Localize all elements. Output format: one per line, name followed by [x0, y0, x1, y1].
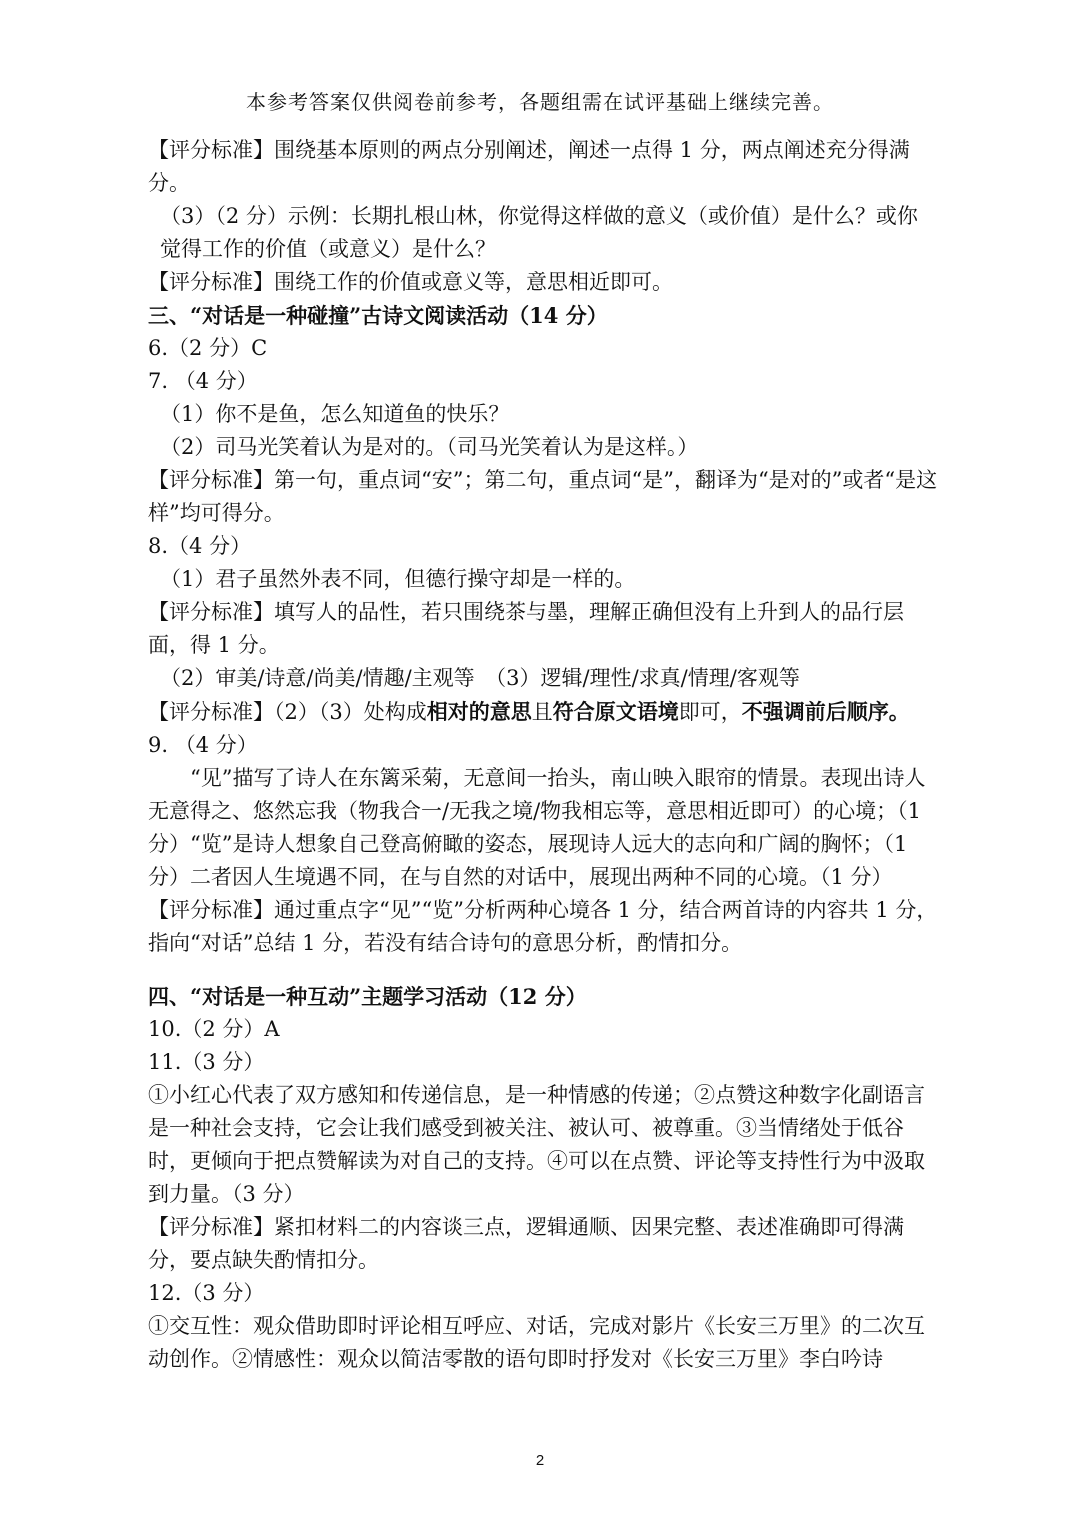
answer-paragraph: ①小红心代表了双方感知和传递信息，是一种情感的传递；②点赞这种数字化副语言是一种社会支持，它会让我们感受到被关注、被认可、被尊重。③当情绪处于低谷时，更倾向于把点赞解读为对自己的支持。④可以在点赞、评论等支持性行为中汲取到力量。（3 分） — [148, 1083, 925, 1206]
answer-paragraph: 【评分标准】围绕基本原则的两点分别阐述，阐述一点得 1 分，两点阐述充分得满分。 — [148, 138, 910, 195]
answer-paragraph: 8.（4 分） — [148, 534, 252, 558]
answer-paragraph: （3）（2 分）示例：长期扎根山林，你觉得这样做的意义（或价值）是什么？或你觉得工作的价值（或意义）是什么？ — [160, 204, 918, 261]
answer-paragraph: （1）你不是鱼，怎么知道鱼的快乐？ — [160, 402, 510, 426]
answer-paragraph: ①交互性：观众借助即时评论相互呼应、对话，完成对影片《长安三万里》的二次互动创作。②情感性：观众以简洁零散的语句即时抒发对《长安三万里》李白吟诗 — [148, 1314, 925, 1371]
answer-paragraph: 10.（2 分）A — [148, 1017, 280, 1041]
answer-paragraph: 【评分标准】第一句，重点词“安”；第二句，重点词“是”，翻译为“是对的”或者“是这样”均可得分。 — [148, 468, 938, 525]
answer-paragraph: （1）君子虽然外表不同，但德行操守却是一样的。 — [160, 567, 636, 591]
answer-paragraph: 12.（3 分） — [148, 1281, 265, 1305]
page-number: 2 — [535, 1452, 545, 1469]
section-heading: 三、“对话是一种碰撞”古诗文阅读活动（14 分） — [148, 303, 608, 328]
document-body — [148, 134, 938, 1376]
scoring-criteria-paragraph — [148, 695, 938, 729]
section-gap — [148, 960, 938, 980]
emphasis-text: 相对的意思 — [426, 699, 532, 724]
answer-paragraph: 11.（3 分） — [148, 1050, 265, 1074]
emphasis-text: 符合原文语境 — [552, 699, 679, 724]
plain-text: 且 — [531, 700, 553, 724]
plain-text: 即可， — [678, 700, 742, 724]
answer-paragraph: （2）审美/诗意/尚美/情趣/主观等 （3）逻辑/理性/求真/情理/客观等 — [160, 666, 800, 690]
plain-text: 【评分标准】（2）（3）处构成 — [148, 700, 427, 724]
answer-paragraph: 7. （4 分） — [148, 369, 258, 393]
emphasis-text: 不强调前后顺序。 — [741, 699, 910, 724]
answer-paragraph: 【评分标准】紧扣材料二的内容谈三点，逻辑通顺、因果完整、表述准确即可得满分，要点缺失酌情扣分。 — [148, 1215, 904, 1272]
answer-paragraph: （2）司马光笑着认为是对的。（司马光笑着认为是这样。） — [160, 435, 699, 459]
section-heading: 四、“对话是一种互动”主题学习活动（12 分） — [148, 984, 587, 1009]
answer-paragraph: 9. （4 分） — [148, 733, 258, 757]
answer-paragraph: 6.（2 分）C — [148, 336, 268, 360]
answer-paragraph: “见”描写了诗人在东篱采菊，无意间一抬头，南山映入眼帘的情景。表现出诗人无意得之、悠然忘我（物我合一/无我之境/物我相忘等，意思相近即可）的心境；（1 分）“览”是诗人想象自己登高俯瞰的姿态，展现诗人远大的志向和广阔的胸怀；（1 分）二者因人生境遇不同，在与自然的对话中，展现出两种不同的心境。（1 分） — [148, 766, 926, 889]
answer-paragraph: 【评分标准】围绕工作的价值或意义等，意思相近即可。 — [148, 270, 673, 294]
answer-paragraph: 【评分标准】通过重点字“见”“览”分析两种心境各 1 分，结合两首诗的内容共 1 分，指向“对话”总结 1 分，若没有结合诗句的意思分析，酌情扣分。 — [148, 898, 938, 955]
answer-paragraph: 【评分标准】填写人的品性，若只围绕茶与墨，理解正确但没有上升到人的品行层面，得 1 分。 — [148, 600, 904, 657]
page-header: 本参考答案仅供阅卷前参考，各题组需在试评基础上继续完善。 — [246, 90, 834, 114]
